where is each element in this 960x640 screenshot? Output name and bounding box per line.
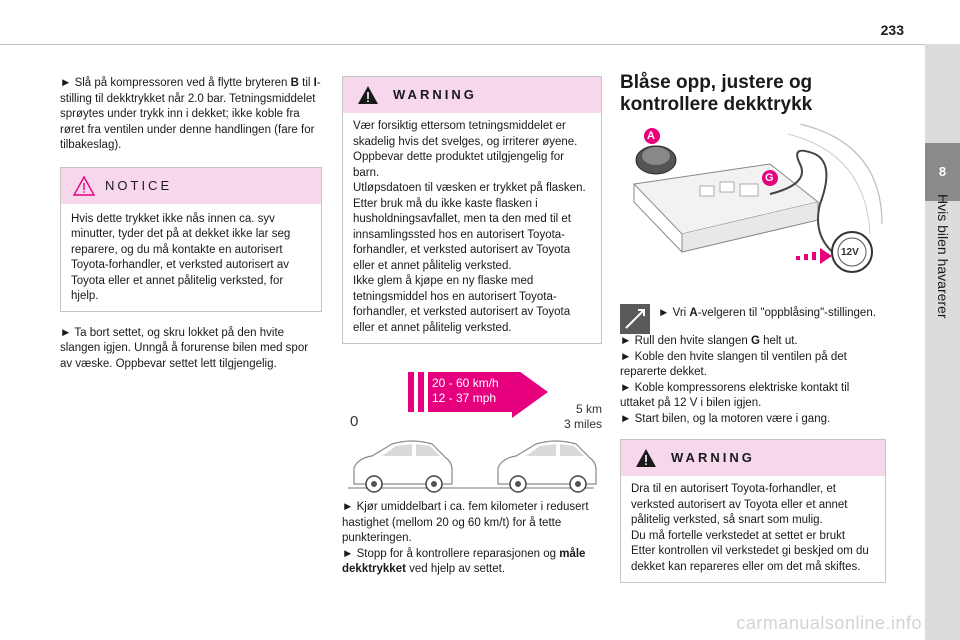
warning-text — [621, 476, 885, 582]
step-3: ► Koble den hvite slangen til ventilen på det reparerte dekket. — [620, 350, 847, 378]
warning-line: Ikke glem å kjøpe en ny flaske med tetningsmiddel hos en autorisert Toyota-forhandler, et verksted autorisert av Toyota eller et annet pålitelig verksted. — [353, 275, 571, 334]
text: ► Rull den hvite slangen — [620, 335, 751, 347]
label-a: A — [647, 130, 655, 142]
label-12v: 12V — [841, 247, 859, 258]
warning-label: WARNING — [671, 450, 755, 466]
warning-box — [342, 76, 602, 344]
text: til — [298, 77, 314, 89]
notice-label: NOTICE — [105, 177, 173, 193]
paragraph-drive: ► Kjør umiddelbart i ca. fem kilometer i redusert hastighet (mellom 20 og 60 km/t) for å tette punkteringen. — [342, 501, 589, 544]
instruction-icon — [620, 304, 650, 334]
zero-marker: 0 — [350, 413, 359, 430]
compressor-kit-graphic — [620, 124, 886, 294]
bold-text: måle dekktrykket — [342, 547, 586, 575]
section-heading: Blåse opp, justere og kontrollere dekktrykk — [620, 72, 813, 115]
step-5: ► Start bilen, og la motoren være i gang. — [620, 412, 831, 425]
warning-header — [621, 440, 885, 476]
header-rule — [0, 44, 925, 45]
text: ► Stopp for å kontrollere reparasjonen og — [342, 547, 560, 560]
text: helt ut. — [759, 335, 798, 347]
warning-triangle-icon — [357, 85, 379, 105]
column-2 — [342, 76, 602, 578]
bold-text: B — [290, 77, 299, 89]
bold-text: A — [689, 307, 698, 319]
text: -stilling til dekktrykket når 2.0 bar. Tetningsmiddelet sprøytes under trykk inn i dekket; ikke koble fra røret fra ventilen under denne handlingen (fare for tilbakeslag). — [60, 77, 321, 151]
warning-line: Dra til en autorisert Toyota-forhandler, et verksted autorisert av Toyota eller et annet pålitelig verksted, så snart som mulig. — [631, 483, 848, 526]
bold-text: I — [313, 77, 317, 89]
label-g: G — [765, 172, 774, 184]
warning-line: Vær forsiktig ettersom tetningsmiddelet er skadelig hvis det svelges, og irriterer øyene. Oppbevar dette produktet utilgjengelig for barn. — [353, 120, 578, 179]
step-4: ► Koble kompressorens elektriske kontakt til uttaket på 12 V i bilen igjen. — [620, 381, 850, 409]
notice-box — [60, 167, 322, 312]
compressor-illustration — [620, 124, 886, 294]
bold-text: G — [750, 335, 760, 347]
warning-box — [620, 439, 886, 583]
step-1 — [620, 304, 886, 334]
speed-kmh: 20 - 60 km/h — [432, 376, 499, 390]
warning-triangle-icon — [635, 448, 657, 468]
paragraph-stop-check — [342, 547, 602, 578]
text: ► Vri — [658, 307, 690, 319]
text: ved hjelp av settet. — [405, 563, 506, 575]
speed-label — [432, 376, 499, 406]
warning-label: WARNING — [393, 87, 477, 103]
step-2 — [620, 334, 886, 350]
page-number: 233 — [880, 22, 904, 38]
warning-line: Etter kontrollen vil verkstedet gi beskjed om du dekket kan repareres eller om det må skiftes. — [631, 545, 869, 573]
warning-line: Du må fortelle verkstedet at settet er brukt — [631, 529, 846, 542]
distance-km: 5 km — [575, 402, 602, 416]
text: -velgeren til "oppblåsing"-stillingen. — [697, 307, 876, 319]
chapter-title: Hvis bilen havarerer — [935, 194, 951, 319]
notice-header — [61, 168, 321, 204]
chapter-side-tab — [925, 44, 960, 640]
column-3 — [620, 72, 886, 583]
distance-label — [564, 402, 602, 432]
paragraph-remove-kit: ► Ta bort settet, og skru lokket på den hvite slangen igjen. Unngå å forurense bilen med spor av væske. Oppbevar settet lett tilgjengelig. — [60, 326, 309, 370]
warning-line: Utløpsdatoen til væsken er trykket på flasken. Etter bruk må du ikke kaste flasken i husholdningsavfallet, men ta den med til et innsamlingssted hos en autorisert Toyota-forhandler, et verksted autorisert av Toyota eller et annet pålitelig verksted. — [353, 182, 586, 272]
speed-distance-illustration — [342, 372, 602, 496]
watermark: carmanualsonline.info — [736, 613, 922, 633]
text: ► Slå på kompressoren ved å flytte bryteren — [60, 77, 291, 89]
distance-miles: 3 miles — [564, 417, 603, 431]
notice-triangle-icon — [73, 176, 95, 196]
warning-text — [343, 113, 601, 343]
chapter-number: 8 — [925, 143, 960, 201]
paragraph-compressor — [60, 76, 322, 154]
speed-mph: 12 - 37 mph — [432, 391, 497, 405]
column-1 — [60, 76, 322, 372]
warning-header — [343, 77, 601, 113]
notice-text: Hvis dette trykket ikke nås innen ca. syv minutter, tyder det på at dekket ikke lar seg reparere, og du må kontakte en autorisert Toyota-forhandler, et verksted autorisert av Toyota eller et annet pålitelig verksted, for hjelp. — [71, 212, 291, 302]
